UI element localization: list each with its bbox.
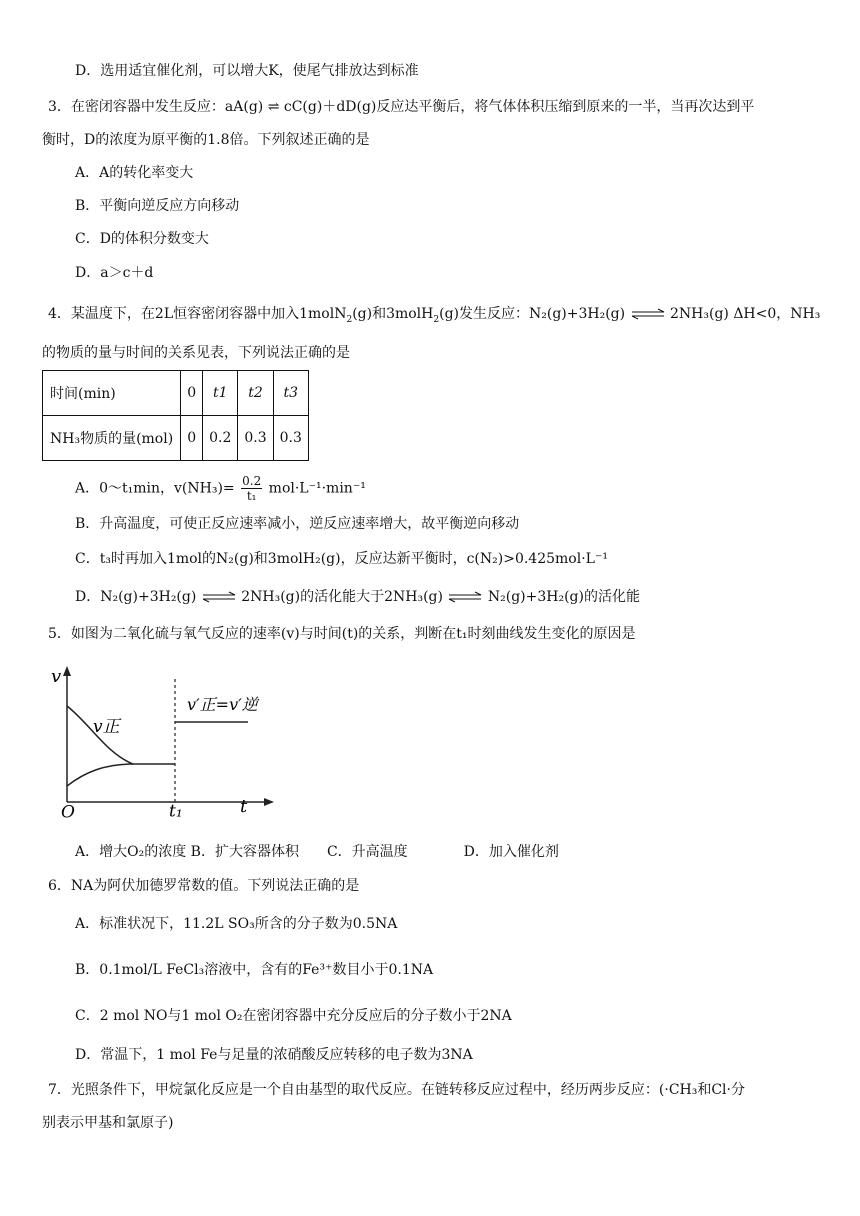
table-cell: t1: [203, 371, 238, 416]
origin-label: O: [61, 802, 75, 823]
q4-option-b: B．升高温度，可使正反应速率减小，逆反应速率增大，故平衡逆向移动: [75, 516, 520, 532]
equilibrium-arrow-icon: [202, 592, 236, 602]
table-cell: t2: [238, 371, 273, 416]
q6-option-d: D．常温下，1 mol Fe与足量的浓硝酸反应转移的电子数为3NA: [75, 1047, 473, 1063]
q3-option-b: B．平衡向逆反应方向移动: [75, 198, 240, 214]
q4-option-d: D．N₂(g)+3H₂(g) 2NH₃(g)的活化能大于2NH₃(g) N₂(g)+3H₂(g)的活化能: [75, 589, 640, 605]
y-axis-arrow-icon: [63, 666, 71, 676]
x-axis-label: t: [240, 796, 248, 817]
table-cell: 0: [181, 416, 203, 461]
table-cell: 0.3: [238, 416, 273, 461]
q6-option-a: A．标准状况下，11.2L SO₃所含的分子数为0.5NA: [75, 916, 398, 932]
forward-rate-curve: [67, 706, 175, 764]
q4-stem-line2: 的物质的量与时间的关系见表，下列说法正确的是: [42, 345, 350, 361]
y-axis-label: v: [51, 666, 62, 687]
equal-rates-label: v′正=v′逆: [187, 695, 258, 714]
fraction: $\frac{0.2}{\text{t₁}}$: [242, 474, 262, 503]
q4-option-a: A．0～t₁min，v(NH₃)= $\frac{0.2}{\text{t₁}}$ mol·L⁻¹·min⁻¹: [75, 474, 366, 503]
q5-stem: 5．如图为二氧化硫与氧气反应的速率(v)与时间(t)的关系，判断在t₁时刻曲线发生变化的原因是: [48, 626, 636, 642]
nh3-time-table: [42, 370, 309, 461]
q6-option-c: C．2 mol NO与1 mol O₂在密闭容器中充分反应后的分子数小于2NA: [75, 1008, 512, 1024]
rate-time-graph: [45, 662, 275, 823]
q5-options: A．增大O₂的浓度 B．扩大容器体积 C．升高温度 D．加入催化剂: [75, 844, 559, 860]
table-cell: 0.2: [203, 416, 238, 461]
equilibrium-arrow-icon: [631, 309, 665, 319]
v-forward-label: v正: [93, 717, 120, 737]
table-cell: NH₃物质的量(mol): [43, 416, 181, 461]
q3-stem-line2: 衡时，D的浓度为原平衡的1.8倍。下列叙述正确的是: [42, 132, 370, 148]
table-cell: 时间(min): [43, 371, 181, 416]
table-row: [43, 416, 309, 461]
q7-stem-line1: 7．光照条件下，甲烷氯化反应是一个自由基型的取代反应。在链转移反应过程中，经历两步反应：(·CH₃和Cl·分: [48, 1082, 745, 1098]
q4-stem-line1: 4．某温度下，在2L恒容密闭容器中加入1molN$_2$(g)和3molH$_2$(g)发生反应：N₂(g)+3H₂(g) 2NH₃(g) ΔH<0，NH₃: [48, 306, 821, 325]
equilibrium-arrow-icon: [448, 592, 482, 602]
q3-option-d: D．a＞c＋d: [75, 265, 154, 281]
x-axis-arrow-icon: [264, 798, 274, 806]
q3-option-a: A．A的转化率变大: [75, 165, 194, 181]
q6-stem: 6．NA为阿伏加德罗常数的值。下列说法正确的是: [48, 878, 360, 894]
q6-option-b: B．0.1mol/L FeCl₃溶液中，含有的Fe³⁺数目小于0.1NA: [75, 962, 434, 978]
table-cell: 0: [181, 371, 203, 416]
t1-label: t₁: [169, 801, 183, 822]
q7-stem-line2: 别表示甲基和氯原子): [42, 1115, 174, 1131]
table-cell: t3: [273, 371, 308, 416]
q3-option-c: C．D的体积分数变大: [75, 231, 209, 247]
q2-option-d: D．选用适宜催化剂，可以增大K，使尾气排放达到标准: [75, 63, 419, 79]
table-row: [43, 371, 309, 416]
reverse-rate-curve: [67, 764, 133, 786]
q3-stem-line1: 3．在密闭容器中发生反应：aA(g) ⇌ cC(g)＋dD(g)反应达平衡后，将气体体积压缩到原来的一半，当再次达到平: [48, 99, 755, 115]
q4-option-c: C．t₃时再加入1mol的N₂(g)和3molH₂(g)，反应达新平衡时，c(N₂)>0.425mol·L⁻¹: [75, 551, 608, 567]
table-cell: 0.3: [273, 416, 308, 461]
